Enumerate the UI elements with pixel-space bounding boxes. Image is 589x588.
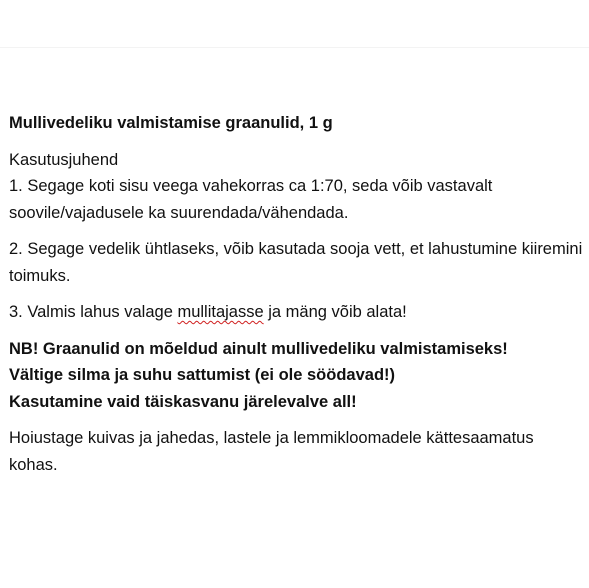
step-3-text-after: ja mäng võib alata! [263, 303, 407, 321]
warning-line-2: Vältige silma ja suhu sattumist (ei ole söödavad!) [9, 366, 396, 384]
instructions-heading: Kasutusjuhend [9, 150, 119, 169]
spellcheck-flagged-word[interactable]: mullitajasse [177, 303, 264, 321]
warning-line-1: NB! Graanulid on mõeldud ainult mullivedeliku valmistamiseks! [9, 339, 508, 358]
document-body [9, 110, 585, 488]
top-divider [0, 47, 589, 48]
instruction-step-2: 2. Segage vedelik ühtlaseks, võib kasutada sooja vett, et lahustumine kiiremini toimuks. [9, 240, 583, 285]
storage-instructions: Hoiustage kuivas ja jahedas, lastele ja lemmikloomadele kättesaamatus kohas. [9, 429, 534, 474]
instructions-section [9, 147, 585, 227]
product-title: Mullivedeliku valmistamise graanulid, 1 g [9, 114, 333, 132]
warning-line-3: Kasutamine vaid täiskasvanu järelevalve all! [9, 392, 357, 411]
instruction-step-1: 1. Segage koti sisu veega vahekorras ca 1:70, seda võib vastavalt soovile/vajadusele ka suurendada/vähendada. [9, 177, 493, 222]
warning-block [9, 336, 585, 416]
step-3-text-before: 3. Valmis lahus valage [9, 303, 178, 321]
instruction-step-3 [9, 299, 585, 326]
